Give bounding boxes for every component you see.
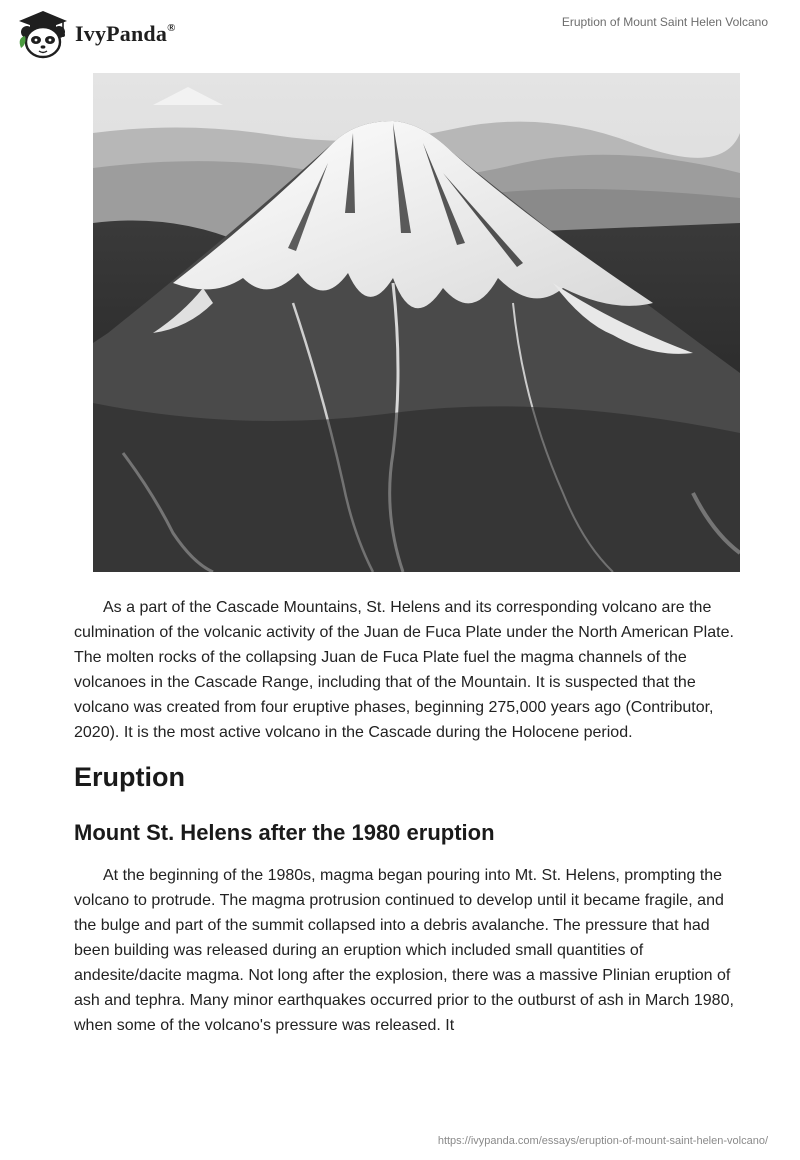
panda-graduate-icon [15,8,71,60]
paragraph-eruption: At the beginning of the 1980s, magma began pouring into Mt. St. Helens, prompting the volcano to protrude. The magma protrusion continued to develop until it became fragile, and the bulge and part of the summit collapsed into a debris avalanche. The pressure that had been building was released during an eruption which included small quantities of andesite/dacite magma. Not long after the explosion, there was a massive Plinian eruption of ash and tephra. Many minor earthquakes occurred prior to the outburst of ash in March 1980, when some of the volcano's pressure was released. It [74,867,734,1034]
document-title: Eruption of Mount Saint Helen Volcano [561,15,768,29]
registered-mark: ® [167,21,176,34]
mount-st-helens-photo [93,73,740,572]
section-heading-eruption: Eruption [74,762,185,792]
ivypanda-logo[interactable] [15,8,215,60]
essay-content [74,595,734,1038]
page-header [0,0,800,70]
subsection-heading: Mount St. Helens after the 1980 eruption [74,820,495,845]
logo-text [75,21,176,47]
brand-name: IvyPanda [75,21,168,46]
mountain-photo-icon [93,73,740,572]
paragraph-intro: As a part of the Cascade Mountains, St. Helens and its corresponding volcano are the culmination of the volcanic activity of the Juan de Fuca Plate under the North American Plate. The molten rocks of the collapsing Juan de Fuca Plate fuel the magma channels of the volcanoes in the Cascade Range, including that of the Mountain. It is suspected that the volcano was created from four eruptive phases, beginning 275,000 years ago (Contributor, 2020). It is the most active volcano in the Cascade during the Holocene period. [74,599,734,741]
source-url[interactable]: https://ivypanda.com/essays/eruption-of-mount-saint-helen-volcano/ [437,1135,768,1147]
